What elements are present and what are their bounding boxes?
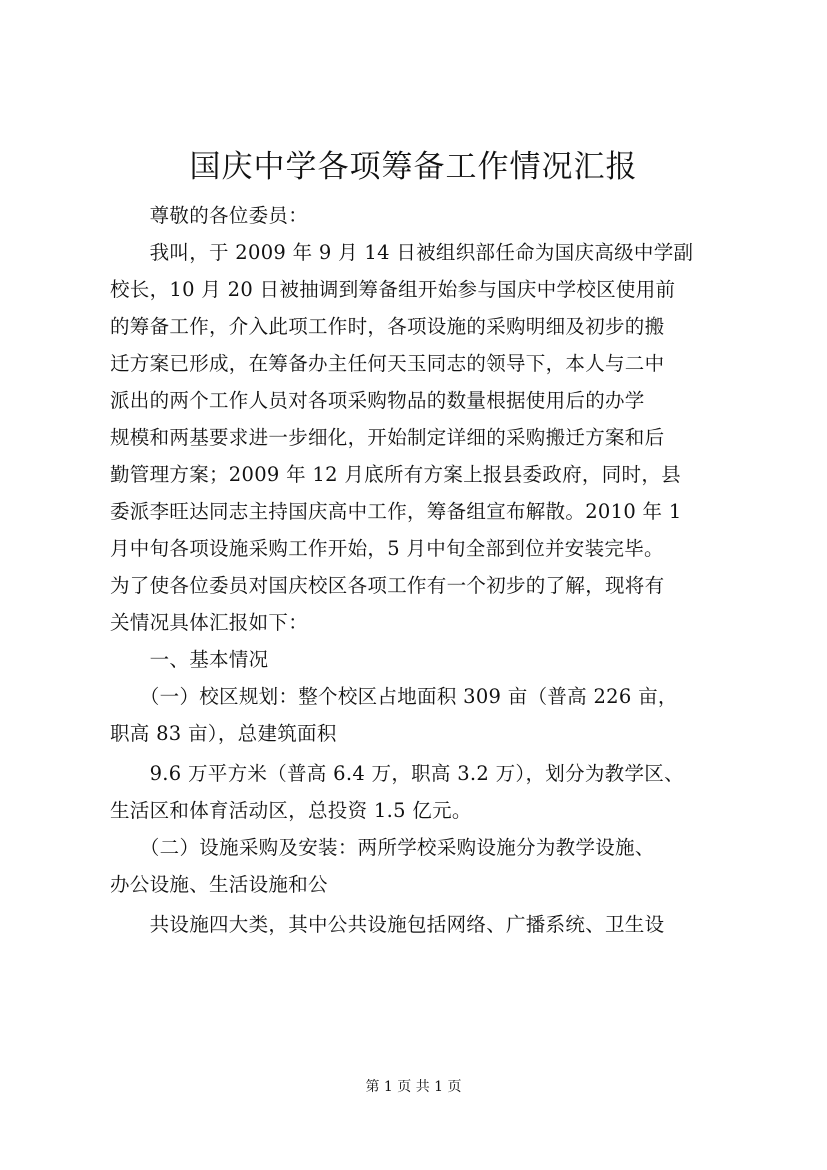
paragraph-line: 勤管理方案；2009 年 12 月底所有方案上报县委政府，同时，县 xyxy=(110,463,681,486)
paragraph-line: 尊敬的各位委员： xyxy=(110,204,309,227)
paragraph-line: 校长，10 月 20 日被抽调到筹备组开始参与国庆中学校区使用前 xyxy=(110,278,676,301)
paragraph-line: 关情况具体汇报如下： xyxy=(110,611,309,634)
paragraph-line: 迁方案已形成，在筹备办主任何天玉同志的领导下，本人与二中 xyxy=(110,352,665,375)
page-number-footer: 第 1 页 共 1 页 xyxy=(365,1079,462,1095)
document-title: 国庆中学各项筹备工作情况汇报 xyxy=(189,149,638,185)
paragraph-line: 委派李旺达同志主持国庆高中工作，筹备组宣布解散。2010 年 1 xyxy=(110,500,682,523)
paragraph-line: 为了使各位委员对国庆校区各项工作有一个初步的了解，现将有 xyxy=(110,574,665,597)
paragraph-line: 9.6 万平方米（普高 6.4 万，职高 3.2 万），划分为教学区、 xyxy=(110,762,684,785)
paragraph-line: 职高 83 亩），总建筑面积 xyxy=(110,722,337,745)
paragraph-line: 规模和两基要求进一步细化，开始制定详细的采购搬迁方案和后 xyxy=(110,426,665,449)
paragraph-line: 的筹备工作，介入此项工作时，各项设施的采购明细及初步的搬 xyxy=(110,315,665,338)
paragraph-line: 共设施四大类，其中公共设施包括网络、广播系统、卫生设 xyxy=(110,913,665,936)
paragraph-line: 办公设施、生活设施和公 xyxy=(110,873,328,896)
paragraph-line: 月中旬各项设施采购工作开始，5 月中旬全部到位并安装完毕。 xyxy=(110,537,664,560)
paragraph-line: （二）设施采购及安装：两所学校采购设施分为教学设施、 xyxy=(110,836,655,859)
document-body xyxy=(110,197,742,943)
paragraph-line: 我叫，于 2009 年 9 月 14 日被组织部任命为国庆高级中学副 xyxy=(110,241,694,264)
section-heading: 一、基本情况 xyxy=(110,648,269,671)
paragraph-line: （一）校区规划：整个校区占地面积 309 亩（普高 226 亩， xyxy=(110,685,678,708)
paragraph-line: 生活区和体育活动区，总投资 1.5 亿元。 xyxy=(110,799,472,822)
paragraph-line: 派出的两个工作人员对各项采购物品的数量根据使用后的办学 xyxy=(110,389,645,412)
